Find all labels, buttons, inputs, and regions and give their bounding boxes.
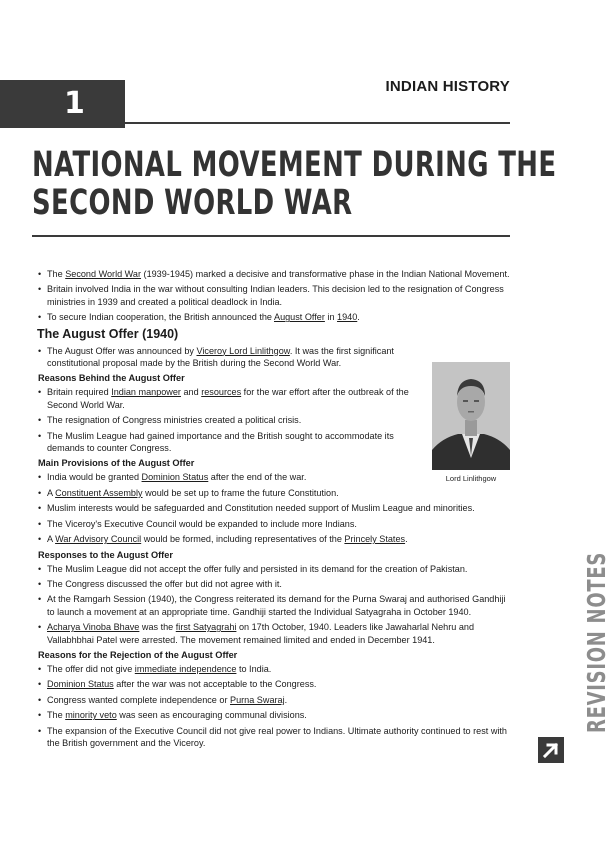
revision-notes-tab bbox=[534, 548, 611, 733]
section-heading-august-offer: The August Offer (1940) bbox=[37, 326, 179, 341]
section-heading-reasons: Reasons Behind the August Offer bbox=[38, 373, 185, 384]
list-item: • Britain required Indian manpower and resources for the war effort after the outbreak of the Second World War. bbox=[38, 386, 418, 411]
chapter-number: 1 bbox=[64, 86, 85, 121]
page-title-line2: SECOND WORLD WAR bbox=[32, 183, 353, 223]
title-rule bbox=[32, 235, 510, 237]
list-item: • India would be granted Dominion Status after the end of the war. bbox=[38, 471, 513, 483]
list-item: • The expansion of the Executive Council did not give real power to Indians. Ultimate authority continued to rest with the British government and the Viceroy. bbox=[38, 725, 513, 750]
intro-list bbox=[38, 268, 513, 324]
list-item: • The Congress discussed the offer but did not agree with it. bbox=[38, 578, 513, 590]
list-item: • The offer did not give immediate independence to India. bbox=[38, 663, 513, 675]
list-item: • The Muslim League had gained importance and the British sought to accommodate its demands to counter Congress. bbox=[38, 430, 418, 455]
page-title bbox=[32, 145, 557, 223]
list-item: • A War Advisory Council would be formed, including representatives of the Princely States. bbox=[38, 533, 513, 545]
list-item: • The resignation of Congress ministries created a political crisis. bbox=[38, 414, 418, 426]
list-item: • A Constituent Assembly would be set up to frame the future Constitution. bbox=[38, 487, 513, 499]
section-heading-provisions: Main Provisions of the August Offer bbox=[38, 458, 195, 469]
list-item: • Britain involved India in the war without consulting Indian leaders. This decision led to the resignation of Congress ministries in 1939 and created a political deadlock in India. bbox=[38, 283, 513, 308]
chapter-rule bbox=[62, 122, 510, 124]
list-item: • The Second World War (1939-1945) marked a decisive and transformative phase in the Indian National Movement. bbox=[38, 268, 513, 280]
list-item: • The minority veto was seen as encouraging communal divisions. bbox=[38, 709, 513, 721]
list-item: • Muslim interests would be safeguarded and Constitution needed support of Muslim League and minorities. bbox=[38, 502, 513, 514]
page-title-line1: NATIONAL MOVEMENT DURING THE bbox=[32, 145, 557, 185]
notes-content bbox=[38, 268, 513, 752]
list-item: • The Muslim League did not accept the offer fully and persisted in its demand for the creation of Pakistan. bbox=[38, 563, 513, 575]
list-item: • At the Ramgarh Session (1940), the Congress reiterated its demand for the Purna Swaraj and authorised Gandhiji to launch a movement at an appropriate time. Gandhiji started the Individual Satyagraha in October 1940. bbox=[38, 593, 513, 618]
list-item: • To secure Indian cooperation, the British announced the August Offer in 1940. bbox=[38, 311, 513, 323]
arrow-up-right-icon bbox=[538, 737, 564, 763]
section-heading-rejection: Reasons for the Rejection of the August Offer bbox=[38, 649, 238, 660]
list-item: • Congress wanted complete independence or Purna Swaraj. bbox=[38, 694, 513, 706]
list-item: • The August Offer was announced by Viceroy Lord Linlithgow. It was the first significant constitutional proposal made by the British during the Second World War. bbox=[38, 345, 418, 370]
photo-caption: Lord Linlithgow bbox=[445, 474, 497, 483]
list-item: • The Viceroy's Executive Council would be expanded to include more Indians. bbox=[38, 518, 513, 530]
chapter-number-box bbox=[0, 80, 125, 128]
revision-notes-label: REVISION NOTES bbox=[582, 551, 611, 733]
section-heading-responses: Responses to the August Offer bbox=[38, 549, 173, 560]
list-item: • Dominion Status after the war was not acceptable to the Congress. bbox=[38, 678, 513, 690]
subject-heading: INDIAN HISTORY bbox=[385, 78, 510, 95]
list-item: • Acharya Vinoba Bhave was the first Satyagrahi on 17th October, 1940. Leaders like Jawaharlal Nehru and Vallabhbhai Patel were arrested. The movement remained limited and ended in December 1941. bbox=[38, 621, 513, 646]
portrait-photo bbox=[432, 362, 510, 470]
